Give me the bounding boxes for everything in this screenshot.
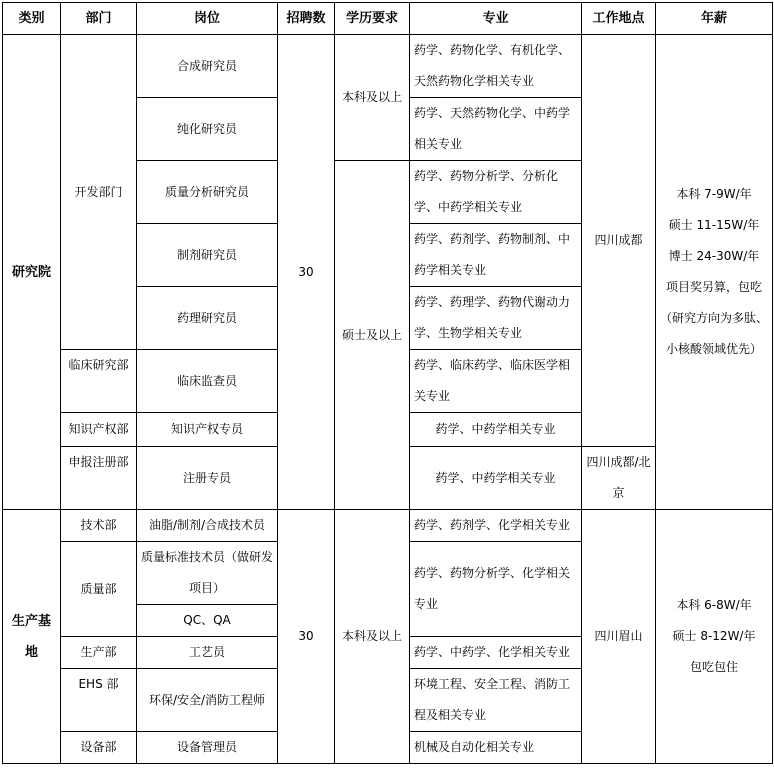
recruitment-table: [2, 2, 773, 764]
position-cell: 合成研究员: [137, 35, 278, 98]
department-development: 开发部门: [61, 35, 137, 350]
salary-line: 博士 24-30W/年: [668, 249, 760, 263]
location-cell: 四川成都/北京: [582, 447, 656, 510]
major-cell: 机械及自动化相关专业: [410, 732, 582, 764]
department-registration: 申报注册部: [61, 447, 137, 510]
department-ip: 知识产权部: [61, 413, 137, 447]
category-research: 研究院: [3, 35, 61, 510]
department-production: 生产部: [61, 637, 137, 669]
major-cell: 药学、中药学相关专业: [410, 413, 582, 447]
major-cell: 药学、中药学相关专业: [410, 447, 582, 510]
position-cell: 质量标准技术员（做研发项目）: [137, 542, 278, 605]
position-cell: 临床监查员: [137, 350, 278, 413]
position-cell: 知识产权专员: [137, 413, 278, 447]
major-cell: 环境工程、安全工程、消防工程及相关专业: [410, 669, 582, 732]
salary-production: [656, 510, 773, 764]
position-cell: 制剂研究员: [137, 224, 278, 287]
location-cell: 四川成都: [582, 35, 656, 447]
salary-line: 本科 7-9W/年: [676, 187, 752, 201]
header-count: 招聘数: [278, 3, 335, 35]
header-category: 类别: [3, 3, 61, 35]
position-cell: 油脂/制剂/合成技术员: [137, 510, 278, 542]
major-cell: 药学、天然药物化学、中药学相关专业: [410, 98, 582, 161]
major-cell: 药学、药物化学、有机化学、天然药物化学相关专业: [410, 35, 582, 98]
department-ehs: EHS 部: [61, 669, 137, 732]
header-major: 专业: [410, 3, 582, 35]
header-location: 工作地点: [582, 3, 656, 35]
major-cell: 药学、药剂学、药物制剂、中药学相关专业: [410, 224, 582, 287]
education-cell: 本科及以上: [335, 510, 410, 764]
location-cell: 四川眉山: [582, 510, 656, 764]
salary-line: 硕士 11-15W/年: [668, 218, 760, 232]
header-row: [3, 3, 773, 35]
count-research: 30: [278, 35, 335, 510]
department-tech: 技术部: [61, 510, 137, 542]
education-cell: 本科及以上: [335, 35, 410, 161]
table-row: [3, 35, 773, 98]
header-salary: 年薪: [656, 3, 773, 35]
position-cell: 纯化研究员: [137, 98, 278, 161]
major-cell: 药学、药剂学、化学相关专业: [410, 510, 582, 542]
salary-research: [656, 35, 773, 510]
department-equipment: 设备部: [61, 732, 137, 764]
position-cell: 工艺员: [137, 637, 278, 669]
position-cell: 环保/安全/消防工程师: [137, 669, 278, 732]
position-cell: 药理研究员: [137, 287, 278, 350]
department-clinical: 临床研究部: [61, 350, 137, 413]
salary-line: 硕士 8-12W/年: [672, 629, 756, 643]
header-department: 部门: [61, 3, 137, 35]
position-cell: 设备管理员: [137, 732, 278, 764]
count-production: 30: [278, 510, 335, 764]
major-cell: 药学、药物分析学、化学相关专业: [410, 542, 582, 637]
salary-line: 本科 6-8W/年: [676, 598, 752, 612]
category-production: 生产基地: [3, 510, 61, 764]
education-cell: 硕士及以上: [335, 161, 410, 510]
major-cell: 药学、药物分析学、分析化学、中药学相关专业: [410, 161, 582, 224]
position-cell: QC、QA: [137, 605, 278, 637]
salary-line: 项目奖另算，包吃: [665, 280, 762, 294]
major-cell: 药学、中药学、化学相关专业: [410, 637, 582, 669]
table-row: [3, 510, 773, 542]
department-quality: 质量部: [61, 542, 137, 637]
position-cell: 质量分析研究员: [137, 161, 278, 224]
major-cell: 药学、药理学、药物代谢动力学、生物学相关专业: [410, 287, 582, 350]
header-position: 岗位: [137, 3, 278, 35]
header-education: 学历要求: [335, 3, 410, 35]
salary-line: 包吃包住: [689, 660, 738, 674]
position-cell: 注册专员: [137, 447, 278, 510]
salary-line: （研究方向为多肽、小核酸领域优先）: [660, 311, 769, 356]
major-cell: 药学、临床药学、临床医学相关专业: [410, 350, 582, 413]
